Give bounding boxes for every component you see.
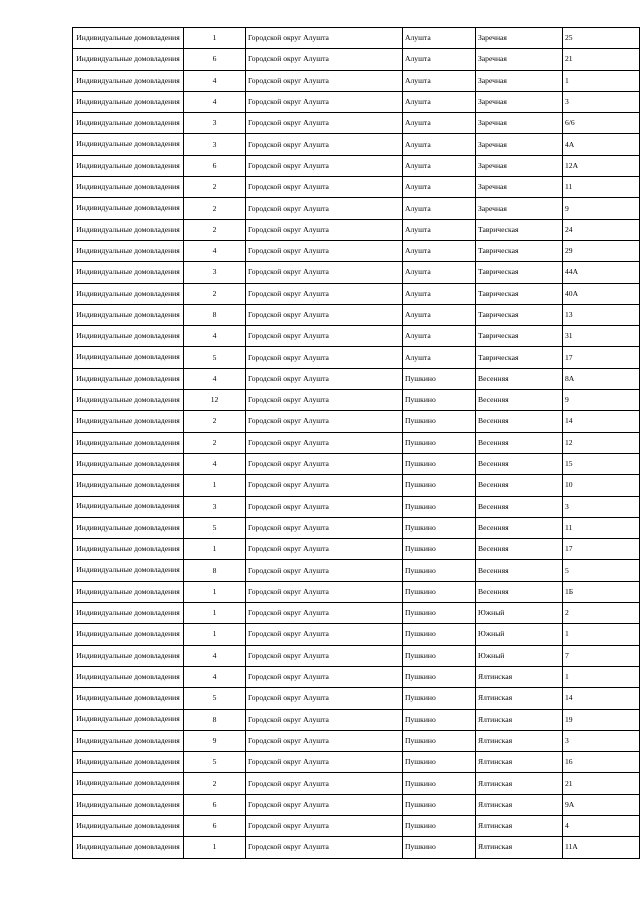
cell-count: 3 — [184, 134, 246, 155]
cell-locality: Алушта — [403, 70, 476, 91]
cell-count: 2 — [184, 283, 246, 304]
cell-count: 9 — [184, 730, 246, 751]
cell-street: Весенняя — [476, 390, 563, 411]
table-row — [73, 666, 640, 687]
cell-count: 3 — [184, 113, 246, 134]
cell-count: 6 — [184, 794, 246, 815]
cell-type: Индивидуальные домовладения — [73, 304, 184, 325]
table-row — [73, 837, 640, 858]
cell-count: 1 — [184, 603, 246, 624]
cell-locality: Пушкино — [403, 475, 476, 496]
table-row — [73, 496, 640, 517]
cell-house: 6/6 — [563, 113, 640, 134]
cell-house: 24 — [563, 219, 640, 240]
cell-type: Индивидуальные домовладения — [73, 837, 184, 858]
cell-street: Заречная — [476, 155, 563, 176]
cell-street: Заречная — [476, 113, 563, 134]
cell-house: 40А — [563, 283, 640, 304]
cell-street: Ялтинская — [476, 837, 563, 858]
cell-street: Таврическая — [476, 219, 563, 240]
cell-district: Городской округ Алушта — [246, 773, 403, 794]
cell-locality: Пушкино — [403, 603, 476, 624]
cell-locality: Алушта — [403, 113, 476, 134]
cell-district: Городской округ Алушта — [246, 368, 403, 389]
table-row — [73, 49, 640, 70]
cell-type: Индивидуальные домовладения — [73, 198, 184, 219]
cell-street: Ялтинская — [476, 773, 563, 794]
cell-district: Городской округ Алушта — [246, 198, 403, 219]
cell-street: Ялтинская — [476, 794, 563, 815]
cell-district: Городской округ Алушта — [246, 70, 403, 91]
cell-street: Южный — [476, 624, 563, 645]
cell-type: Индивидуальные домовладения — [73, 603, 184, 624]
cell-street: Ялтинская — [476, 666, 563, 687]
cell-type: Индивидуальные домовладения — [73, 752, 184, 773]
cell-house: 21 — [563, 773, 640, 794]
cell-street: Весенняя — [476, 432, 563, 453]
cell-house: 25 — [563, 28, 640, 49]
cell-type: Индивидуальные домовладения — [73, 262, 184, 283]
cell-street: Заречная — [476, 198, 563, 219]
cell-count: 5 — [184, 688, 246, 709]
cell-street: Заречная — [476, 91, 563, 112]
cell-street: Таврическая — [476, 262, 563, 283]
cell-type: Индивидуальные домовладения — [73, 368, 184, 389]
cell-house: 11 — [563, 177, 640, 198]
cell-type: Индивидуальные домовладения — [73, 794, 184, 815]
cell-district: Городской округ Алушта — [246, 496, 403, 517]
cell-district: Городской округ Алушта — [246, 411, 403, 432]
cell-type: Индивидуальные домовладения — [73, 624, 184, 645]
cell-locality: Алушта — [403, 326, 476, 347]
cell-house: 5 — [563, 560, 640, 581]
cell-street: Ялтинская — [476, 752, 563, 773]
cell-count: 4 — [184, 91, 246, 112]
cell-street: Заречная — [476, 177, 563, 198]
cell-district: Городской округ Алушта — [246, 603, 403, 624]
cell-house: 8А — [563, 368, 640, 389]
cell-street: Ялтинская — [476, 730, 563, 751]
table-row — [73, 28, 640, 49]
cell-district: Городской округ Алушта — [246, 624, 403, 645]
cell-house: 4А — [563, 134, 640, 155]
cell-count: 8 — [184, 304, 246, 325]
cell-street: Весенняя — [476, 475, 563, 496]
cell-count: 4 — [184, 453, 246, 474]
cell-house: 9А — [563, 794, 640, 815]
cell-house: 9 — [563, 198, 640, 219]
cell-locality: Алушта — [403, 177, 476, 198]
cell-district: Городской округ Алушта — [246, 28, 403, 49]
cell-type: Индивидуальные домовладения — [73, 49, 184, 70]
cell-district: Городской округ Алушта — [246, 709, 403, 730]
cell-type: Индивидуальные домовладения — [73, 70, 184, 91]
cell-street: Весенняя — [476, 539, 563, 560]
cell-house: 10 — [563, 475, 640, 496]
cell-street: Весенняя — [476, 496, 563, 517]
cell-count: 4 — [184, 645, 246, 666]
cell-type: Индивидуальные домовладения — [73, 113, 184, 134]
cell-street: Ялтинская — [476, 688, 563, 709]
cell-type: Индивидуальные домовладения — [73, 347, 184, 368]
cell-house: 13 — [563, 304, 640, 325]
cell-district: Городской округ Алушта — [246, 304, 403, 325]
cell-street: Таврическая — [476, 326, 563, 347]
cell-house: 1Б — [563, 581, 640, 602]
table-row — [73, 688, 640, 709]
cell-locality: Алушта — [403, 304, 476, 325]
cell-count: 2 — [184, 432, 246, 453]
cell-locality: Алушта — [403, 28, 476, 49]
cell-street: Таврическая — [476, 283, 563, 304]
table-row — [73, 645, 640, 666]
cell-house: 1 — [563, 70, 640, 91]
cell-street: Весенняя — [476, 411, 563, 432]
cell-count: 5 — [184, 752, 246, 773]
cell-count: 2 — [184, 773, 246, 794]
cell-street: Таврическая — [476, 347, 563, 368]
cell-count: 4 — [184, 70, 246, 91]
table-row — [73, 113, 640, 134]
table-row — [73, 453, 640, 474]
cell-type: Индивидуальные домовладения — [73, 28, 184, 49]
cell-type: Индивидуальные домовладения — [73, 709, 184, 730]
cell-district: Городской округ Алушта — [246, 730, 403, 751]
cell-street: Заречная — [476, 70, 563, 91]
cell-district: Городской округ Алушта — [246, 49, 403, 70]
cell-district: Городской округ Алушта — [246, 539, 403, 560]
cell-type: Индивидуальные домовладения — [73, 560, 184, 581]
cell-type: Индивидуальные домовладения — [73, 453, 184, 474]
cell-locality: Пушкино — [403, 730, 476, 751]
cell-district: Городской округ Алушта — [246, 645, 403, 666]
cell-district: Городской округ Алушта — [246, 794, 403, 815]
table-row — [73, 539, 640, 560]
table-row — [73, 177, 640, 198]
cell-count: 1 — [184, 624, 246, 645]
table-row — [73, 794, 640, 815]
cell-locality: Алушта — [403, 198, 476, 219]
cell-count: 1 — [184, 475, 246, 496]
cell-locality: Алушта — [403, 262, 476, 283]
table-row — [73, 752, 640, 773]
table-row — [73, 581, 640, 602]
cell-locality: Пушкино — [403, 666, 476, 687]
cell-count: 2 — [184, 198, 246, 219]
table-row — [73, 390, 640, 411]
cell-district: Городской округ Алушта — [246, 752, 403, 773]
cell-house: 11 — [563, 517, 640, 538]
cell-district: Городской округ Алушта — [246, 560, 403, 581]
cell-house: 2 — [563, 603, 640, 624]
cell-street: Ялтинская — [476, 709, 563, 730]
cell-house: 9 — [563, 390, 640, 411]
cell-house: 12А — [563, 155, 640, 176]
cell-district: Городской округ Алушта — [246, 475, 403, 496]
cell-type: Индивидуальные домовладения — [73, 283, 184, 304]
cell-count: 6 — [184, 815, 246, 836]
cell-street: Заречная — [476, 49, 563, 70]
table-row — [73, 815, 640, 836]
cell-district: Городской округ Алушта — [246, 688, 403, 709]
cell-locality: Пушкино — [403, 539, 476, 560]
cell-house: 31 — [563, 326, 640, 347]
cell-district: Городской округ Алушта — [246, 390, 403, 411]
table-row — [73, 134, 640, 155]
cell-locality: Пушкино — [403, 560, 476, 581]
cell-district: Городской округ Алушта — [246, 581, 403, 602]
cell-count: 8 — [184, 709, 246, 730]
cell-locality: Алушта — [403, 283, 476, 304]
cell-district: Городской округ Алушта — [246, 837, 403, 858]
table-row — [73, 240, 640, 261]
cell-house: 12 — [563, 432, 640, 453]
cell-house: 44А — [563, 262, 640, 283]
cell-count: 3 — [184, 262, 246, 283]
table-row — [73, 326, 640, 347]
cell-count: 6 — [184, 49, 246, 70]
cell-count: 4 — [184, 240, 246, 261]
cell-street: Таврическая — [476, 240, 563, 261]
cell-district: Городской округ Алушта — [246, 815, 403, 836]
cell-count: 8 — [184, 560, 246, 581]
cell-locality: Пушкино — [403, 390, 476, 411]
cell-type: Индивидуальные домовладения — [73, 666, 184, 687]
table-row — [73, 368, 640, 389]
cell-type: Индивидуальные домовладения — [73, 815, 184, 836]
cell-street: Южный — [476, 603, 563, 624]
cell-locality: Пушкино — [403, 688, 476, 709]
table-row — [73, 70, 640, 91]
cell-house: 14 — [563, 688, 640, 709]
cell-district: Городской округ Алушта — [246, 240, 403, 261]
cell-count: 6 — [184, 155, 246, 176]
table-row — [73, 91, 640, 112]
cell-house: 15 — [563, 453, 640, 474]
cell-type: Индивидуальные домовладения — [73, 496, 184, 517]
table-row — [73, 262, 640, 283]
cell-district: Городской округ Алушта — [246, 666, 403, 687]
cell-locality: Алушта — [403, 219, 476, 240]
cell-district: Городской округ Алушта — [246, 517, 403, 538]
cell-type: Индивидуальные домовладения — [73, 219, 184, 240]
cell-house: 17 — [563, 539, 640, 560]
table-row — [73, 730, 640, 751]
cell-locality: Пушкино — [403, 368, 476, 389]
cell-locality: Пушкино — [403, 411, 476, 432]
cell-type: Индивидуальные домовладения — [73, 390, 184, 411]
cell-type: Индивидуальные домовладения — [73, 432, 184, 453]
cell-locality: Пушкино — [403, 581, 476, 602]
cell-count: 1 — [184, 581, 246, 602]
cell-street: Заречная — [476, 134, 563, 155]
cell-locality: Пушкино — [403, 453, 476, 474]
cell-street: Ялтинская — [476, 815, 563, 836]
cell-house: 14 — [563, 411, 640, 432]
table-body — [73, 28, 640, 859]
cell-type: Индивидуальные домовладения — [73, 91, 184, 112]
cell-house: 19 — [563, 709, 640, 730]
cell-street: Весенняя — [476, 517, 563, 538]
cell-house: 4 — [563, 815, 640, 836]
cell-district: Городской округ Алушта — [246, 113, 403, 134]
cell-type: Индивидуальные домовладения — [73, 155, 184, 176]
cell-house: 11А — [563, 837, 640, 858]
cell-street: Весенняя — [476, 581, 563, 602]
cell-count: 1 — [184, 28, 246, 49]
housing-table — [72, 27, 640, 859]
cell-house: 16 — [563, 752, 640, 773]
cell-district: Городской округ Алушта — [246, 432, 403, 453]
table-row — [73, 411, 640, 432]
cell-district: Городской округ Алушта — [246, 155, 403, 176]
cell-locality: Алушта — [403, 49, 476, 70]
cell-type: Индивидуальные домовладения — [73, 517, 184, 538]
cell-locality: Пушкино — [403, 815, 476, 836]
cell-district: Городской округ Алушта — [246, 91, 403, 112]
cell-type: Индивидуальные домовладения — [73, 326, 184, 347]
table-row — [73, 624, 640, 645]
table-row — [73, 155, 640, 176]
cell-count: 1 — [184, 539, 246, 560]
table-row — [73, 517, 640, 538]
cell-street: Южный — [476, 645, 563, 666]
table-row — [73, 773, 640, 794]
cell-type: Индивидуальные домовладения — [73, 688, 184, 709]
cell-street: Заречная — [476, 28, 563, 49]
cell-street: Весенняя — [476, 453, 563, 474]
cell-type: Индивидуальные домовладения — [73, 411, 184, 432]
cell-type: Индивидуальные домовладения — [73, 581, 184, 602]
cell-type: Индивидуальные домовладения — [73, 134, 184, 155]
cell-district: Городской округ Алушта — [246, 262, 403, 283]
table-row — [73, 603, 640, 624]
table-row — [73, 709, 640, 730]
cell-street: Весенняя — [476, 368, 563, 389]
cell-locality: Пушкино — [403, 432, 476, 453]
cell-house: 17 — [563, 347, 640, 368]
cell-district: Городской округ Алушта — [246, 326, 403, 347]
cell-type: Индивидуальные домовладения — [73, 645, 184, 666]
cell-house: 21 — [563, 49, 640, 70]
table-row — [73, 219, 640, 240]
cell-street: Таврическая — [476, 304, 563, 325]
table-row — [73, 283, 640, 304]
cell-count: 5 — [184, 517, 246, 538]
cell-locality: Пушкино — [403, 752, 476, 773]
cell-type: Индивидуальные домовладения — [73, 177, 184, 198]
cell-count: 4 — [184, 666, 246, 687]
cell-district: Городской округ Алушта — [246, 219, 403, 240]
cell-locality: Алушта — [403, 91, 476, 112]
cell-type: Индивидуальные домовладения — [73, 240, 184, 261]
cell-house: 3 — [563, 496, 640, 517]
cell-count: 1 — [184, 837, 246, 858]
cell-type: Индивидуальные домовладения — [73, 773, 184, 794]
cell-locality: Алушта — [403, 240, 476, 261]
cell-district: Городской округ Алушта — [246, 134, 403, 155]
cell-count: 2 — [184, 177, 246, 198]
cell-type: Индивидуальные домовладения — [73, 539, 184, 560]
cell-locality: Алушта — [403, 155, 476, 176]
cell-house: 29 — [563, 240, 640, 261]
cell-locality: Пушкино — [403, 517, 476, 538]
cell-locality: Пушкино — [403, 645, 476, 666]
cell-district: Городской округ Алушта — [246, 283, 403, 304]
cell-house: 7 — [563, 645, 640, 666]
cell-locality: Алушта — [403, 347, 476, 368]
cell-count: 2 — [184, 219, 246, 240]
cell-house: 1 — [563, 666, 640, 687]
table-row — [73, 432, 640, 453]
cell-locality: Пушкино — [403, 837, 476, 858]
cell-locality: Пушкино — [403, 496, 476, 517]
cell-count: 5 — [184, 347, 246, 368]
table-row — [73, 347, 640, 368]
cell-locality: Пушкино — [403, 624, 476, 645]
table-row — [73, 304, 640, 325]
cell-type: Индивидуальные домовладения — [73, 475, 184, 496]
cell-district: Городской округ Алушта — [246, 347, 403, 368]
table-row — [73, 560, 640, 581]
cell-house: 1 — [563, 624, 640, 645]
table-row — [73, 475, 640, 496]
cell-district: Городской округ Алушта — [246, 177, 403, 198]
cell-street: Весенняя — [476, 560, 563, 581]
cell-type: Индивидуальные домовладения — [73, 730, 184, 751]
cell-house: 3 — [563, 730, 640, 751]
cell-house: 3 — [563, 91, 640, 112]
table-row — [73, 198, 640, 219]
cell-locality: Алушта — [403, 134, 476, 155]
cell-count: 3 — [184, 496, 246, 517]
cell-district: Городской округ Алушта — [246, 453, 403, 474]
cell-count: 4 — [184, 326, 246, 347]
cell-locality: Пушкино — [403, 773, 476, 794]
cell-locality: Пушкино — [403, 794, 476, 815]
cell-count: 12 — [184, 390, 246, 411]
cell-count: 2 — [184, 411, 246, 432]
cell-locality: Пушкино — [403, 709, 476, 730]
cell-count: 4 — [184, 368, 246, 389]
